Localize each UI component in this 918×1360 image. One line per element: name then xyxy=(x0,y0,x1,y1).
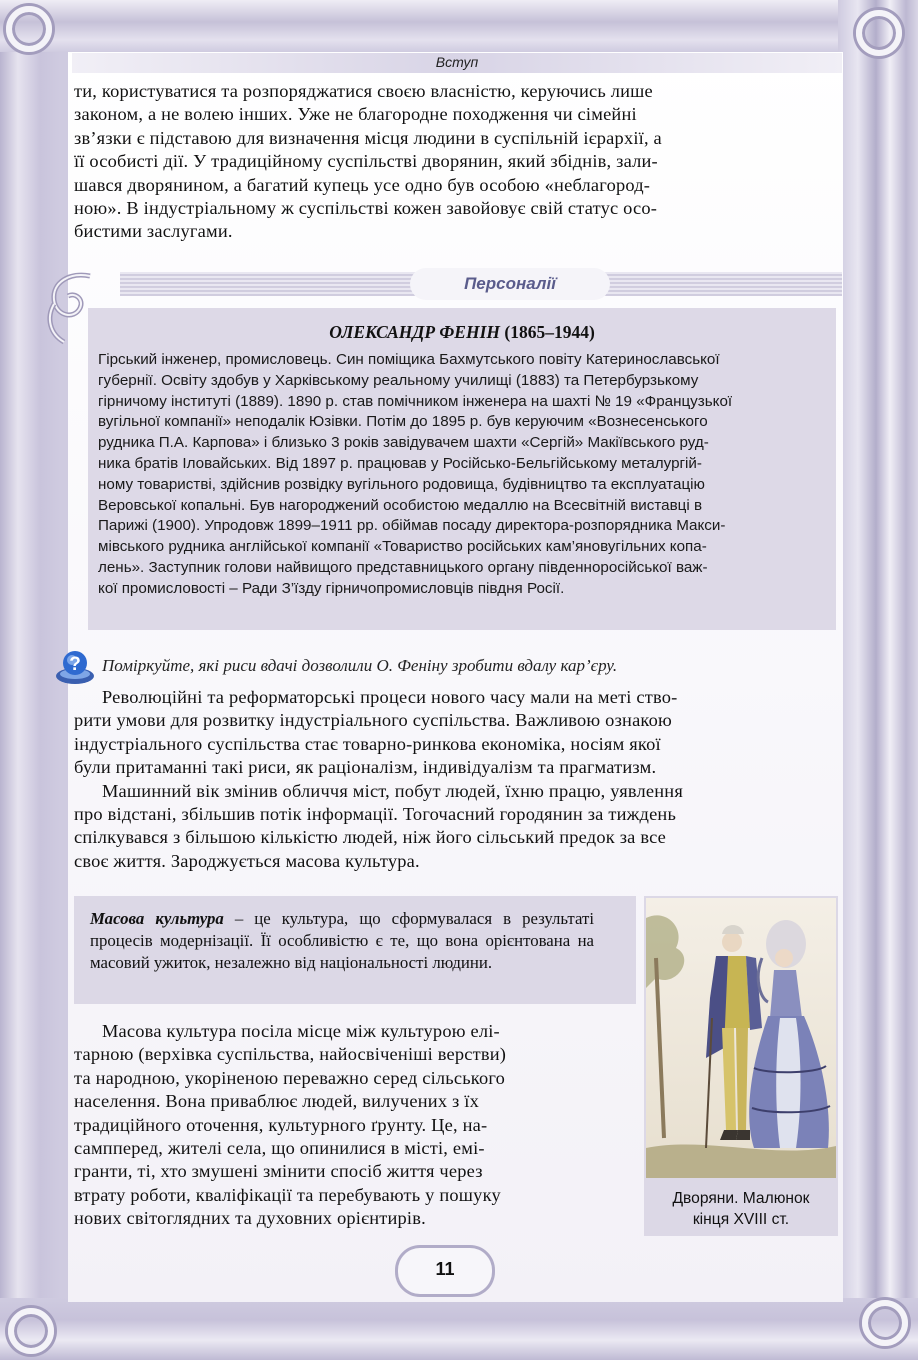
text-line: Масова культура посіла місце між культурою елі- xyxy=(102,1021,500,1041)
text-line: бистими заслугами. xyxy=(74,221,233,242)
section-header xyxy=(72,53,842,73)
bio-line: ному товаристві, здійснив розвідку вугільного родовища, будівництво та експлуатацію xyxy=(98,475,705,493)
personalii-box xyxy=(88,308,836,630)
text-line: сампперед, жителі села, що опинилися в місті, емі- xyxy=(74,1138,485,1159)
corner-ornament-bottom-left xyxy=(8,1308,54,1354)
bio-line: Парижі (1900). Упродовж 1899–1911 рр. обіймав посаду директора-розпорядника Макси- xyxy=(98,517,726,535)
personalii-label: Персоналії xyxy=(464,274,556,293)
bio-line: мівського рудника англійської компанії «Товариство російських кам’яновугільних копа- xyxy=(98,538,707,556)
intro-paragraph xyxy=(74,80,838,244)
bio-line: губернії. Освіту здобув у Харківському реальному училищі (1883) та Петербурзькому xyxy=(98,371,699,389)
person-name: ОЛЕКСАНДР ФЕНІН xyxy=(329,322,501,342)
text-line: гранти, ті, хто змушені змінити спосіб життя через xyxy=(74,1161,483,1182)
text-line: своє життя. Зароджується масова культура. xyxy=(74,850,420,871)
corner-ornament-top-right xyxy=(856,10,902,56)
text-line: традиційного оточення, культурного ґрунту. Це, на- xyxy=(74,1114,488,1135)
svg-text:?: ? xyxy=(69,654,81,675)
text-line: були притаманні такі риси, як раціоналізм, індивідуалізм та прагматизм. xyxy=(74,757,657,778)
text-line: тарною (верхівка суспільства, найосвіченіші верстви) xyxy=(74,1044,507,1065)
page-number-badge xyxy=(398,1248,492,1294)
corner-ornament-top-left xyxy=(6,6,52,52)
definition-body: – це культура, що сформувалася в результаті процесів модернізації. Її особливістю є те, що вона орієнтована на масовий ужиток, незалежно від національності людини. xyxy=(90,909,594,972)
text-line: її особисті дії. У традиційному суспільстві дворянин, який збіднів, зали- xyxy=(74,151,658,172)
text-line: ти, користуватися та розпоряджатися своєю власністю, керуючись лише xyxy=(74,81,653,101)
text-line: та народною, укоріненою переважно серед сільського xyxy=(74,1067,506,1088)
bio-line: гірничому інституті (1889). 1890 р. став помічником інженера на шахті № 19 «Французької xyxy=(98,392,733,410)
definition-term: Масова культура xyxy=(90,909,224,928)
figure-caption xyxy=(644,1188,838,1230)
bio-line: Веровської копальні. Був нагороджений особистою медаллю на Всесвітній виставці в xyxy=(98,496,703,514)
text-line: населення. Вона приваблює людей, вилучених з їх xyxy=(74,1091,479,1112)
paragraph-mass-culture xyxy=(74,1020,622,1231)
section-title: Вступ xyxy=(435,54,479,70)
text-line: Революційні та реформаторські процеси нового часу мали на меті ство- xyxy=(102,687,678,707)
caption-line: кінця XVIII ст. xyxy=(692,1211,790,1228)
question-text: Поміркуйте, які риси вдачі дозволили О. Феніну зробити вдалу кар’єру. xyxy=(102,656,618,675)
text-line: про відстані, збільшив потік інформації. Тогочасний городянин за тиждень xyxy=(74,804,677,825)
page-number: 11 xyxy=(435,1259,455,1279)
corner-ornament-bottom-right xyxy=(862,1300,908,1346)
bio-line: ника братів Іловайських. Від 1897 р. працював у Російсько-Бельгійському металургій- xyxy=(98,454,702,472)
text-line: індустріального суспільства стає товарно-ринкова економіка, носіям якої xyxy=(74,733,661,754)
text-line: Машинний вік змінив обличчя міст, побут людей, їхню працю, уявлення xyxy=(102,780,683,801)
bio-line: Гірський інженер, промисловець. Син поміщика Бахмутського повіту Катеринославської xyxy=(98,351,720,368)
text-line: шався дворянином, а багатий купець усе одно був особою «неблагород- xyxy=(74,174,651,195)
paragraph-industrial-society xyxy=(74,686,838,873)
frame-bottom-ornament xyxy=(0,1298,918,1360)
frame-right-column xyxy=(838,0,918,1360)
bio-line: кої промисловості – Ради З’їзду гірничопромисловців півдня Росії. xyxy=(98,579,565,597)
question-icon xyxy=(54,650,96,686)
person-heading xyxy=(88,322,836,343)
bio-line: лень». Заступник голови найвищого представницького органу південноросійської важ- xyxy=(98,558,708,576)
frame-top-ornament xyxy=(0,0,918,52)
definition-text xyxy=(90,908,594,974)
person-years: (1865–1944) xyxy=(504,322,595,342)
personalii-banner xyxy=(80,262,842,306)
person-biography xyxy=(98,350,825,600)
text-line: ною». В індустріальному ж суспільстві кожен завойовує свій статус осо- xyxy=(74,198,658,219)
text-line: законом, а не волею інших. Уже не благородне походження чи сімейні xyxy=(74,104,637,125)
text-line: зв’язки є підставою для визначення місця людини в суспільній ієрархії, а xyxy=(74,127,662,148)
text-line: нових світоглядних та духовних орієнтирів. xyxy=(74,1208,426,1229)
text-line: втрату роботи, кваліфікації та перебувають у пошуку xyxy=(74,1184,501,1205)
definition-box xyxy=(74,896,636,1004)
figure-nobles xyxy=(644,896,838,1236)
caption-line: Дворяни. Малюнок xyxy=(672,1190,810,1207)
text-line: рити умови для розвитку індустріального суспільства. Важливою ознакою xyxy=(74,710,672,731)
bio-line: рудника П.А. Карпова» і близько 3 років завідувачем шахти «Сергій» Макіївського руд- xyxy=(98,434,709,452)
bio-line: вугільної компанії» неподалік Юзівки. Потім до 1895 р. був керуючим «Вознесенського xyxy=(98,413,708,431)
nobles-illustration xyxy=(646,898,836,1178)
text-line: спілкувався з більшою кількістю людей, ніж його сільський предок за все xyxy=(74,827,667,848)
